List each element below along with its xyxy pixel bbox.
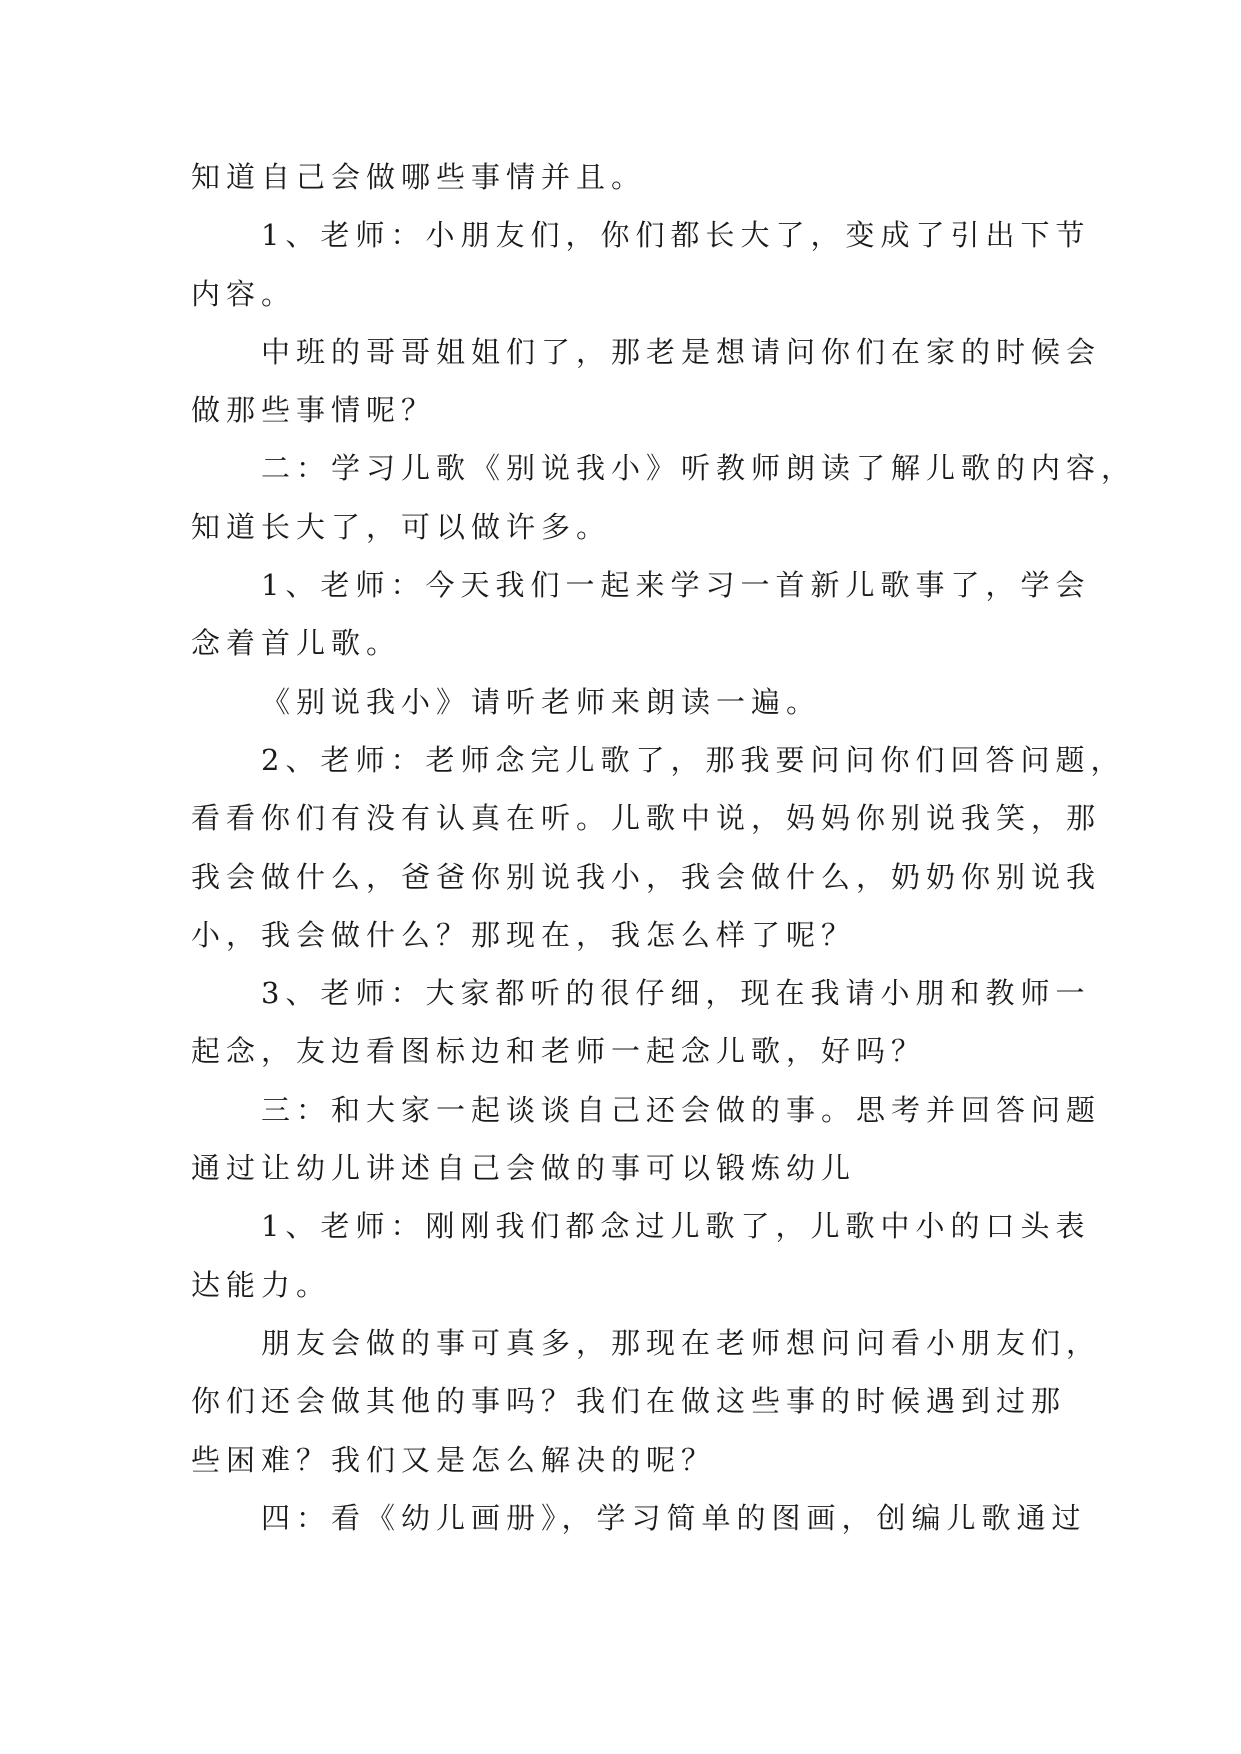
text-line: 做那些事情呢？ <box>191 393 437 428</box>
text-line: 知道长大了，可以做许多。 <box>191 509 612 544</box>
text-line: 2、老师：老师念完儿歌了，那我要问问你们回答问题， <box>261 742 1126 777</box>
text-line: 1、老师：小朋友们，你们都长大了，变成了引出下节 <box>261 218 1091 253</box>
text-line: 小，我会做什么？那现在，我怎么样了呢？ <box>191 917 857 952</box>
text-line: 你们还会做其他的事吗？我们在做这些事的时候遇到过那 <box>191 1384 1067 1419</box>
text-line: 达能力。 <box>191 1267 332 1302</box>
text-line: 些困难？我们又是怎么解决的呢？ <box>191 1442 717 1477</box>
text-line: 三：和大家一起谈谈自己还会做的事。思考并回答问题 <box>261 1092 1102 1127</box>
text-line: 看看你们有没有认真在听。儿歌中说，妈妈你别说我笑，那 <box>191 801 1102 836</box>
text-line: 中班的哥哥姐姐们了，那老是想请问你们在家的时候会 <box>261 334 1102 369</box>
text-line: 3、老师：大家都听的很仔细，现在我请小朋和教师一 <box>261 976 1091 1011</box>
text-line: 朋友会做的事可真多，那现在老师想问问看小朋友们， <box>261 1325 1102 1360</box>
text-line: 通过让幼儿讲述自己会做的事可以锻炼幼儿 <box>191 1151 857 1186</box>
text-line: 起念，友边看图标边和老师一起念儿歌，好吗？ <box>191 1034 927 1069</box>
text-line: 1、老师：刚刚我们都念过儿歌了，儿歌中小的口头表 <box>261 1209 1091 1244</box>
document-body <box>191 148 1137 1547</box>
text-line: 二：学习儿歌《别说我小》听教师朗读了解儿歌的内容， <box>261 451 1137 486</box>
text-line: 内容。 <box>191 276 297 311</box>
text-line: 四：看《幼儿画册》，学习简单的图画，创编儿歌通过 <box>261 1500 1087 1535</box>
text-line: 1、老师：今天我们一起来学习一首新儿歌事了，学会 <box>261 568 1091 603</box>
text-line: 念着首儿歌。 <box>191 626 402 661</box>
text-line: 知道自己会做哪些事情并且。 <box>191 160 647 194</box>
text-line: 我会做什么，爸爸你别说我小，我会做什么，奶奶你别说我 <box>191 859 1102 894</box>
text-line: 《别说我小》请听老师来朗读一遍。 <box>261 684 822 719</box>
